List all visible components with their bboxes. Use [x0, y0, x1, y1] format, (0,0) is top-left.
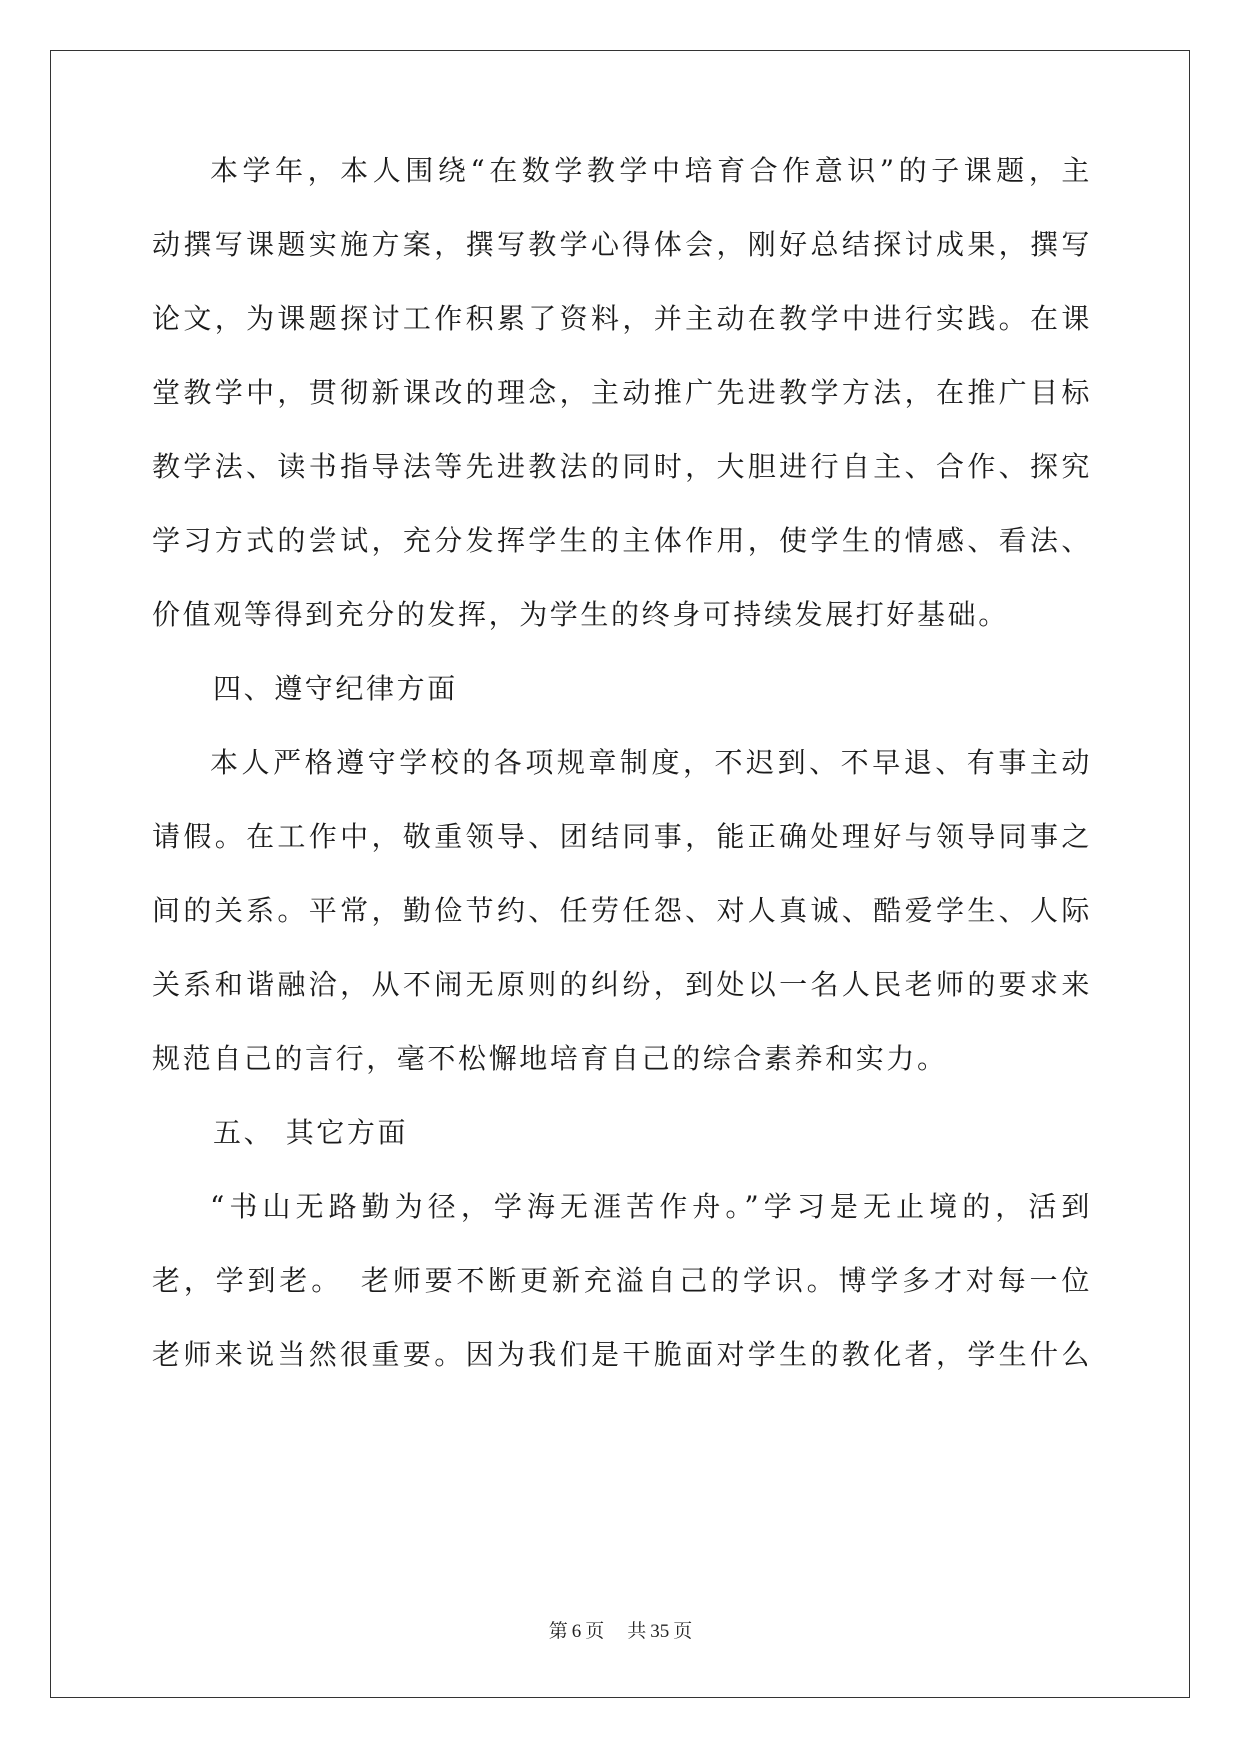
page-footer — [0, 1620, 1241, 1644]
paragraph-line: 关系和谐融洽，从不闹无原则的纠纷，到处以一名人民老师的要求来 — [152, 968, 1092, 1001]
paragraph-line: 间的关系。平常，勤俭节约、任劳任怨、对人真诚、酷爱学生、人际 — [152, 894, 1092, 927]
current-page-number: 6 — [571, 1621, 582, 1642]
paragraph-line: 老，学到老。 老师要不断更新充溢自己的学识。博学多才对每一位 — [152, 1264, 1092, 1297]
section-heading: 四、遵守纪律方面 — [213, 672, 458, 705]
paragraph-line: 规范自己的言行，毫不松懈地培育自己的综合素养和实力。 — [152, 1042, 948, 1075]
section-heading: 五、 其它方面 — [213, 1116, 409, 1149]
total-pages-number: 35 — [650, 1621, 670, 1642]
page-unit: 页 — [585, 1621, 605, 1642]
paragraph-line: 学习方式的尝试，充分发挥学生的主体作用，使学生的情感、看法、 — [152, 524, 1092, 557]
paragraph-line: “书山无路勤为径，学海无涯苦作舟。”学习是无止境的，活到 — [210, 1190, 1092, 1223]
paragraph-line: 堂教学中，贯彻新课改的理念，主动推广先进教学方法，在推广目标 — [152, 376, 1092, 409]
paragraph-line: 请假。在工作中，敬重领导、团结同事，能正确处理好与领导同事之 — [152, 820, 1092, 853]
total-unit: 页 — [673, 1621, 693, 1642]
paragraph-line: 动撰写课题实施方案，撰写教学心得体会，刚好总结探讨成果，撰写 — [152, 228, 1092, 261]
total-prefix: 共 — [627, 1621, 647, 1642]
paragraph-line: 本人严格遵守学校的各项规章制度，不迟到、不早退、有事主动 — [210, 746, 1092, 779]
paragraph-line: 本学年，本人围绕“在数学教学中培育合作意识”的子课题，主 — [210, 154, 1092, 187]
paragraph-line: 教学法、读书指导法等先进教法的同时，大胆进行自主、合作、探究 — [152, 450, 1092, 483]
paragraph-line: 论文，为课题探讨工作积累了资料，并主动在教学中进行实践。在课 — [152, 302, 1092, 335]
paragraph-line: 价值观等得到充分的发挥，为学生的终身可持续发展打好基础。 — [152, 598, 1009, 631]
page-prefix: 第 — [548, 1621, 568, 1642]
paragraph-line: 老师来说当然很重要。因为我们是干脆面对学生的教化者，学生什么 — [152, 1338, 1092, 1371]
